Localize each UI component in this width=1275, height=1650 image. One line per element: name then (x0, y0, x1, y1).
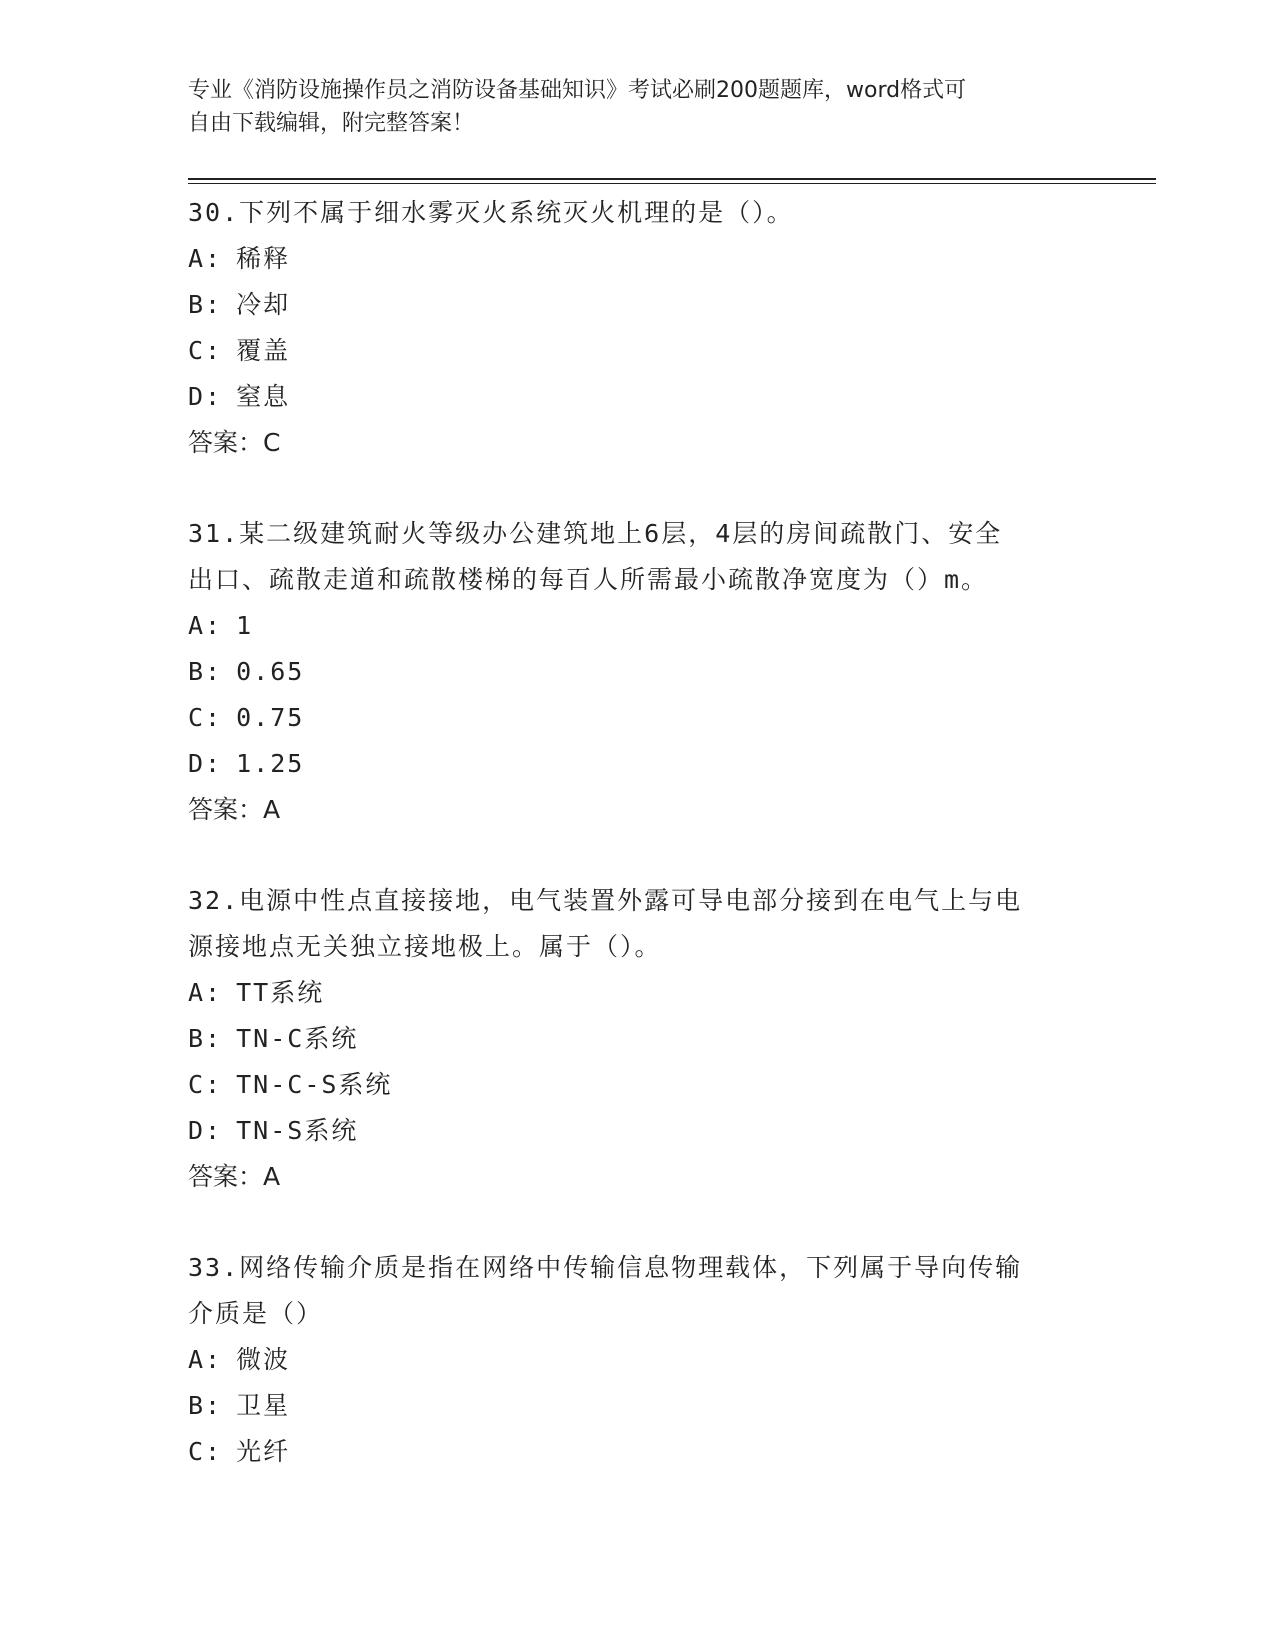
header-line-1: 专业《消防设施操作员之消防设备基础知识》考试必刷200题题库，word格式可 (188, 78, 967, 103)
answer-line: 答案：C (188, 428, 281, 457)
question-list (188, 190, 1088, 1520)
question-33 (188, 1245, 1088, 1475)
option-d (188, 741, 1088, 787)
question-stem-continued: 介质是（） (188, 1299, 324, 1328)
option-letter: D: (188, 1116, 223, 1145)
question-stem: 31.某二级建筑耐火等级办公建筑地上6层，4层的房间疏散门、安全 (188, 519, 1003, 548)
question-stem: 30.下列不属于细水雾灭火系统灭火机理的是（）。 (188, 198, 794, 227)
option-letter: B: (188, 1024, 223, 1053)
question-30 (188, 190, 1088, 466)
option-b (188, 649, 1088, 695)
answer-line: 答案：A (188, 1162, 281, 1191)
option-letter: D: (188, 749, 223, 778)
option-text: 1.25 (236, 749, 305, 778)
option-letter: A: (188, 244, 223, 273)
option-a (188, 236, 1088, 282)
option-a (188, 603, 1088, 649)
option-d (188, 1108, 1088, 1154)
option-letter: C: (188, 703, 223, 732)
question-stem-continued: 源接地点无关独立接地极上。属于（）。 (188, 932, 662, 961)
option-letter: C: (188, 336, 223, 365)
option-letter: C: (188, 1437, 223, 1466)
option-letter: C: (188, 1070, 223, 1099)
option-a (188, 1337, 1088, 1383)
option-a (188, 970, 1088, 1016)
option-text: 光纤 (236, 1437, 291, 1466)
option-text: 冷却 (236, 290, 291, 319)
option-b (188, 282, 1088, 328)
option-letter: B: (188, 290, 223, 319)
option-c (188, 1429, 1088, 1475)
option-letter: A: (188, 1345, 223, 1374)
option-text: TT系统 (236, 978, 325, 1007)
option-text: TN-S系统 (236, 1116, 359, 1145)
question-32 (188, 878, 1088, 1200)
header-divider-thin (188, 183, 1156, 184)
option-letter: A: (188, 978, 223, 1007)
option-text: 1 (236, 611, 254, 640)
option-text: TN-C系统 (236, 1024, 359, 1053)
option-c (188, 695, 1088, 741)
answer-line: 答案：A (188, 795, 281, 824)
option-text: 0.75 (236, 703, 305, 732)
option-text: TN-C-S系统 (236, 1070, 393, 1099)
option-text: 微波 (236, 1345, 291, 1374)
question-stem-continued: 出口、疏散走道和疏散楼梯的每百人所需最小疏散净宽度为（）m。 (188, 565, 989, 594)
option-text: 覆盖 (236, 336, 291, 365)
option-letter: B: (188, 657, 223, 686)
option-letter: D: (188, 382, 223, 411)
option-b (188, 1383, 1088, 1429)
header-divider-thick (188, 178, 1156, 180)
question-31 (188, 511, 1088, 833)
option-text: 0.65 (236, 657, 305, 686)
option-d (188, 374, 1088, 420)
option-c (188, 1062, 1088, 1108)
header-line-2: 自由下载编辑，附完整答案！ (188, 111, 475, 136)
question-stem: 32.电源中性点直接接地，电气装置外露可导电部分接到在电气上与电 (188, 886, 1023, 915)
question-stem: 33.网络传输介质是指在网络中传输信息物理载体，下列属于导向传输 (188, 1253, 1023, 1282)
option-text: 卫星 (236, 1391, 291, 1420)
option-b (188, 1016, 1088, 1062)
option-letter: B: (188, 1391, 223, 1420)
option-text: 稀释 (236, 244, 291, 273)
option-text: 窒息 (236, 382, 291, 411)
option-c (188, 328, 1088, 374)
document-header (188, 74, 1068, 140)
option-letter: A: (188, 611, 223, 640)
